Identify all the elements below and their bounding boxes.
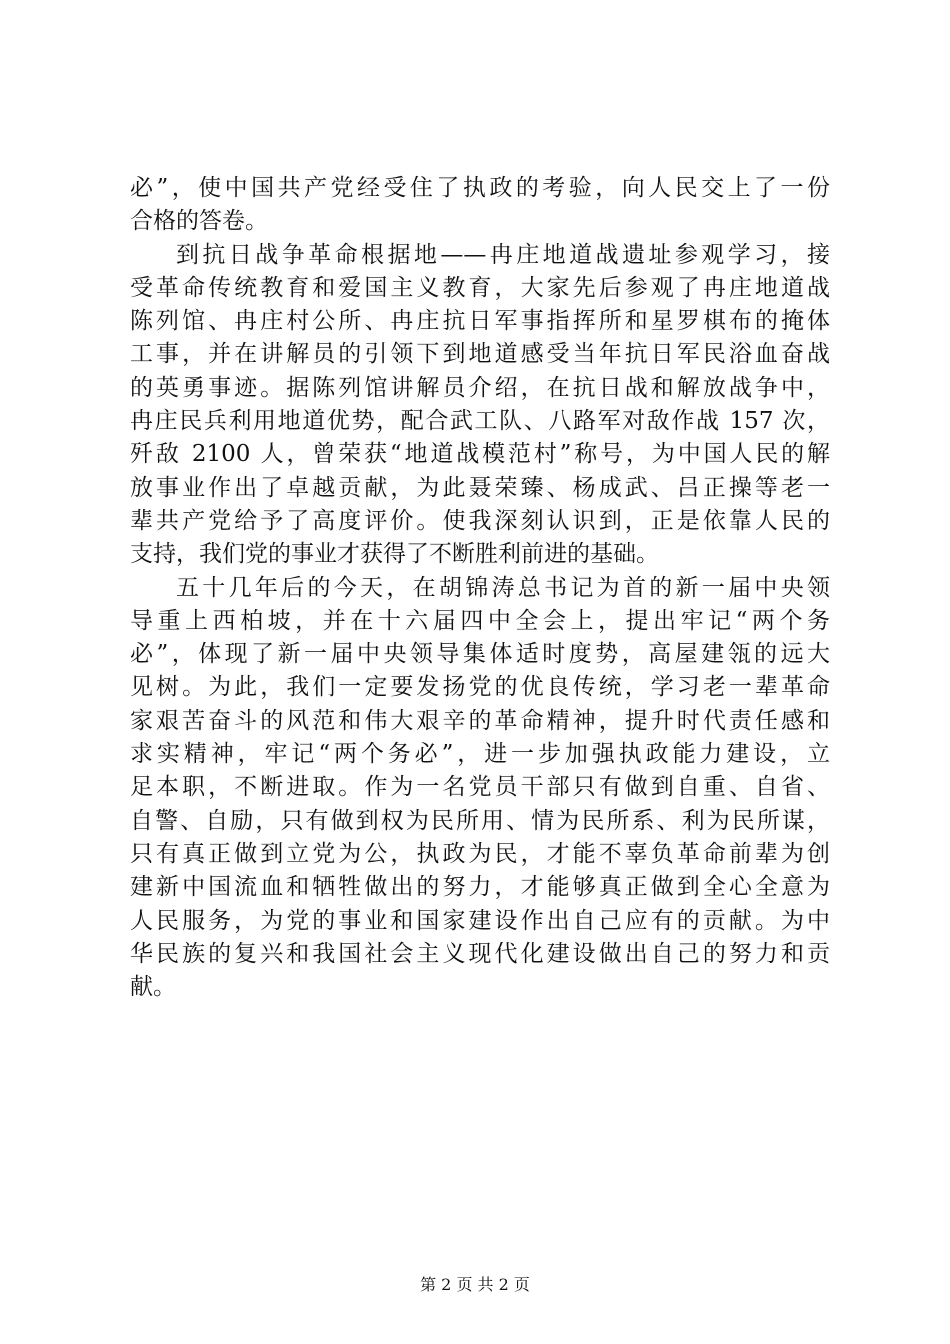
text-line: 导重上西柏坡，并在十六届四中全会上，提出牢记“两个务 <box>130 607 830 634</box>
text-line: 陈列馆、冉庄村公所、冉庄抗日军事指挥所和星罗棋布的掩体 <box>130 308 830 335</box>
text-line: 合格的答卷。 <box>130 208 268 235</box>
text-line: 足本职，不断进取。作为一名党员干部只有做到自重、自省、 <box>130 774 830 801</box>
text-line: 人民服务，为党的事业和国家建设作出自己应有的贡献。为中 <box>130 907 830 934</box>
text-line: 只有真正做到立党为公，执政为民，才能不辜负革命前辈为创 <box>130 840 830 867</box>
text-line: 受革命传统教育和爱国主义教育，大家先后参观了冉庄地道战 <box>130 274 830 301</box>
body-text <box>130 172 830 1004</box>
text-line: 建新中国流血和牺牲做出的努力，才能够真正做到全心全意为 <box>130 874 830 901</box>
text-line: 自警、自励，只有做到权为民所用、情为民所系、利为民所谋， <box>130 807 830 834</box>
text-line: 工事，并在讲解员的引领下到地道感受当年抗日军民浴血奋战 <box>130 341 830 368</box>
text-line: 歼敌 2100 人，曾荣获“地道战模范村”称号，为中国人民的解 <box>130 441 830 468</box>
text-line: 献。 <box>130 974 176 1001</box>
text-line: 到抗日战争革命根据地——冉庄地道战遗址参观学习，接 <box>176 241 830 268</box>
text-line: 必”，使中国共产党经受住了执政的考验，向人民交上了一份 <box>130 175 830 201</box>
text-line: 必”，体现了新一届中央领导集体适时度势，高屋建瓴的远大 <box>130 641 830 668</box>
text-line: 家艰苦奋斗的风范和伟大艰辛的革命精神，提升时代责任感和 <box>130 707 830 734</box>
text-line: 见树。为此，我们一定要发扬党的优良传统，学习老一辈革命 <box>130 674 830 701</box>
text-line: 放事业作出了卓越贡献，为此聂荣臻、杨成武、吕正操等老一 <box>130 474 830 501</box>
text-line: 辈共产党给予了高度评价。使我深刻认识到，正是依靠人民的 <box>130 507 830 534</box>
text-line: 求实精神，牢记“两个务必”，进一步加强执政能力建设，立 <box>130 741 830 768</box>
text-line: 华民族的复兴和我国社会主义现代化建设做出自己的努力和贡 <box>130 940 830 967</box>
page-footer: 第 2 页 共 2 页 <box>420 1275 530 1294</box>
text-line: 五十几年后的今天，在胡锦涛总书记为首的新一届中央领 <box>176 574 830 601</box>
text-line: 支持，我们党的事业才获得了不断胜利前进的基础。 <box>130 541 659 568</box>
text-line: 的英勇事迹。据陈列馆讲解员介绍，在抗日战和解放战争中， <box>130 374 830 401</box>
text-line: 冉庄民兵利用地道优势，配合武工队、八路军对敌作战 157 次， <box>130 408 830 435</box>
